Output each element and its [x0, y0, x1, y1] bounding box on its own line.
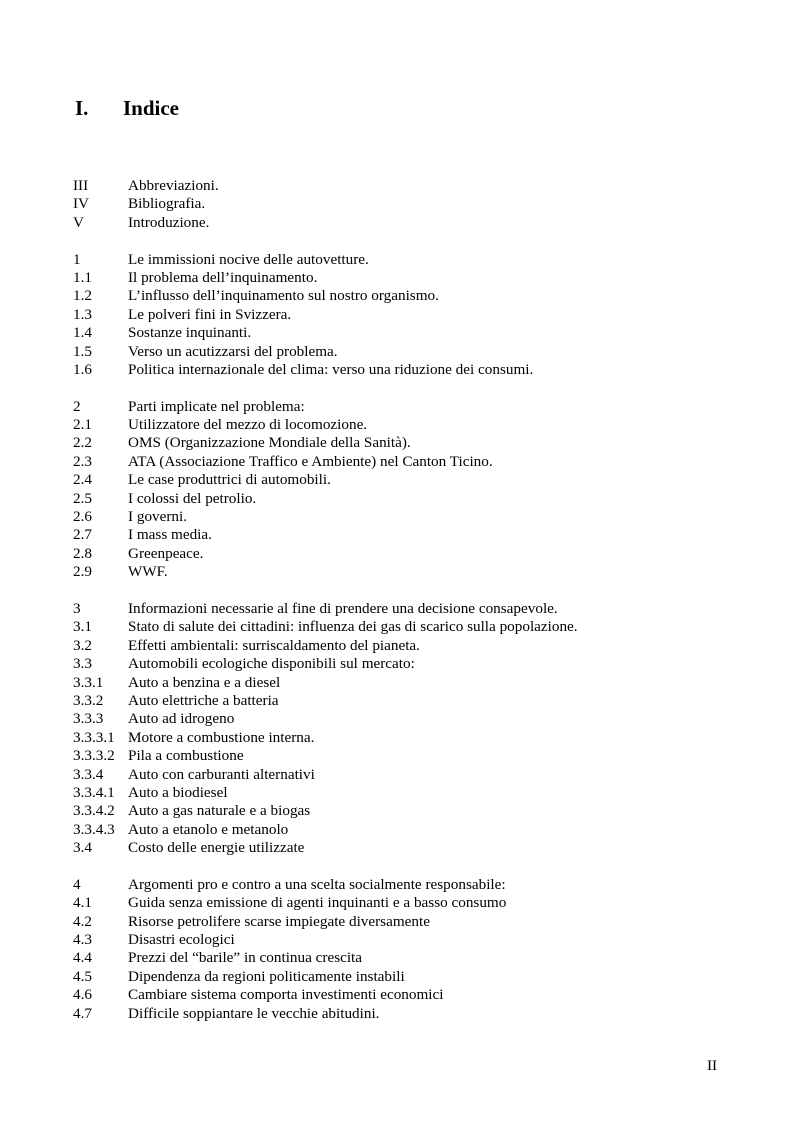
toc-entry-number: 2.6 — [73, 508, 92, 526]
toc-entry-title: WWF. — [128, 563, 168, 581]
toc-entry — [73, 490, 753, 508]
section-title: Indice — [123, 96, 180, 120]
toc-entry-title: Difficile soppiantare le vecchie abitudini. — [128, 1004, 380, 1022]
toc-entry-title: Greenpeace. — [128, 544, 204, 562]
toc-entry-title: Introduzione. — [128, 213, 210, 231]
toc-entry — [73, 931, 753, 949]
toc-entry-number: 2.1 — [73, 416, 92, 434]
toc-entry-number: 2 — [73, 397, 81, 415]
toc-entry — [73, 729, 753, 747]
toc-entry — [73, 343, 753, 361]
toc-entry-title: Il problema dell’inquinamento. — [128, 268, 318, 286]
toc-entry-number: 2.5 — [73, 489, 92, 507]
toc-entry-number: V — [73, 213, 84, 231]
toc-entry-number: 3.3.2 — [73, 691, 104, 709]
toc-entry-title: Le polveri fini in Svizzera. — [128, 305, 292, 323]
toc-entry-title: Auto con carburanti alternativi — [128, 765, 315, 783]
toc-group — [73, 177, 753, 232]
toc-entry — [73, 453, 753, 471]
toc-entry-title: Motore a combustione interna. — [128, 728, 315, 746]
toc-entry — [73, 1005, 753, 1023]
toc-entry — [73, 398, 753, 416]
toc-entry — [73, 913, 753, 931]
toc-entry — [73, 306, 753, 324]
toc-entry-title: Dipendenza da regioni politicamente instabili — [128, 967, 405, 985]
toc-entry — [73, 195, 753, 213]
toc-entry — [73, 287, 753, 305]
toc-entry-title: Effetti ambientali: surriscaldamento del pianeta. — [128, 636, 420, 654]
toc-entry-number: 1.5 — [73, 342, 92, 360]
toc-entry-number: 4.5 — [73, 967, 92, 985]
toc-group — [73, 876, 753, 1023]
toc-entry — [73, 545, 753, 563]
toc-entry-number: 1.4 — [73, 324, 92, 342]
toc-group — [73, 251, 753, 380]
toc-entry-title: Auto a etanolo e metanolo — [128, 820, 289, 838]
toc-entry-number: IV — [73, 195, 90, 213]
toc-entry — [73, 324, 753, 342]
toc-entry — [73, 949, 753, 967]
toc-entry-title: Auto ad idrogeno — [128, 710, 235, 728]
toc-entry-title: Informazioni necessarie al fine di prendere una decisione consapevole. — [128, 599, 558, 617]
toc-entry-number: 3.3.4.2 — [73, 802, 115, 820]
toc-entry-title: I colossi del petrolio. — [128, 489, 257, 507]
toc-entry-number: 4.2 — [73, 912, 92, 930]
section-number: I. — [75, 96, 89, 120]
toc-entry — [73, 747, 753, 765]
toc-entry-number: 4.7 — [73, 1004, 92, 1022]
toc-entry-title: Le immissioni nocive delle autovetture. — [128, 250, 369, 268]
toc-entry — [73, 968, 753, 986]
toc-entry — [73, 674, 753, 692]
toc-entry — [73, 821, 753, 839]
toc-entry — [73, 177, 753, 195]
toc-entry-number: 3.4 — [73, 839, 92, 857]
toc-entry-number: 3.2 — [73, 636, 92, 654]
toc-entry-title: Auto a gas naturale e a biogas — [128, 802, 311, 820]
toc-entry-number: 1.3 — [73, 305, 92, 323]
toc-entry — [73, 471, 753, 489]
toc-entry-title: Guida senza emissione di agenti inquinanti e a basso consumo — [128, 894, 507, 912]
toc-entry — [73, 784, 753, 802]
toc-entry-number: 2.2 — [73, 434, 92, 452]
toc-entry — [73, 692, 753, 710]
toc-entry-title: Utilizzatore del mezzo di locomozione. — [128, 416, 368, 434]
toc-entry-number: 2.8 — [73, 544, 92, 562]
toc-entry — [73, 986, 753, 1004]
toc-entry-title: Parti implicate nel problema: — [128, 397, 305, 415]
toc-entry-number: 3 — [73, 599, 81, 617]
toc-entry-title: Le case produttrici di automobili. — [128, 471, 331, 489]
toc-entry-title: Politica internazionale del clima: verso una riduzione dei consumi. — [128, 360, 534, 378]
toc-entry-number: 2.3 — [73, 452, 92, 470]
toc-entry-title: Verso un acutizzarsi del problema. — [128, 342, 338, 360]
toc-entry-number: 2.7 — [73, 526, 92, 544]
toc-entry — [73, 251, 753, 269]
toc-entry-title: Argomenti pro e contro a una scelta socialmente responsabile: — [128, 875, 506, 893]
toc-entry-title: ATA (Associazione Traffico e Ambiente) nel Canton Ticino. — [128, 452, 493, 470]
toc-entry — [73, 416, 753, 434]
toc-entry-number: 1.6 — [73, 360, 92, 378]
toc-entry-number: 4.4 — [73, 949, 92, 967]
toc-entry-number: 1.1 — [73, 268, 92, 286]
toc-entry-number: 3.3 — [73, 655, 92, 673]
toc-entry-title: I mass media. — [128, 526, 212, 544]
toc-entry-title: Costo delle energie utilizzate — [128, 839, 305, 857]
toc-entry-number: 3.3.3.2 — [73, 747, 115, 765]
toc-entry-number: 4.3 — [73, 931, 92, 949]
toc-entry-number: 4.6 — [73, 986, 92, 1004]
toc-entry-number: 3.1 — [73, 618, 92, 636]
toc-entry — [73, 876, 753, 894]
toc-entry-title: Auto a benzina e a diesel — [128, 673, 281, 691]
toc-entry-number: 1 — [73, 250, 81, 268]
toc-entry — [73, 434, 753, 452]
toc-group — [73, 600, 753, 857]
table-of-contents — [73, 177, 753, 1023]
toc-entry-title: I governi. — [128, 508, 188, 526]
toc-entry-title: Stato di salute dei cittadini: influenza dei gas di scarico sulla popolazione. — [128, 618, 578, 636]
toc-entry — [73, 710, 753, 728]
toc-entry-title: OMS (Organizzazione Mondiale della Sanità). — [128, 434, 411, 452]
toc-entry-title: Cambiare sistema comporta investimenti economici — [128, 986, 444, 1004]
toc-entry — [73, 655, 753, 673]
toc-entry — [73, 563, 753, 581]
toc-entry — [73, 269, 753, 287]
toc-entry-number: 3.3.3 — [73, 710, 104, 728]
toc-entry-title: Prezzi del “barile” in continua crescita — [128, 949, 363, 967]
toc-entry-title: L’influsso dell’inquinamento sul nostro organismo. — [128, 287, 439, 305]
toc-entry-title: Bibliografia. — [128, 195, 206, 213]
toc-entry-number: 4.1 — [73, 894, 92, 912]
toc-entry — [73, 526, 753, 544]
toc-entry-number: 4 — [73, 875, 81, 893]
toc-entry — [73, 802, 753, 820]
section-heading — [75, 96, 179, 120]
toc-entry-title: Auto a biodiesel — [128, 783, 228, 801]
toc-entry — [73, 894, 753, 912]
toc-entry-title: Abbreviazioni. — [128, 177, 219, 194]
toc-entry-number: 3.3.3.1 — [73, 728, 115, 746]
toc-entry-number: 2.9 — [73, 563, 92, 581]
toc-entry-title: Automobili ecologiche disponibili sul mercato: — [128, 655, 415, 673]
toc-entry-title: Disastri ecologici — [128, 931, 235, 949]
toc-entry-title: Pila a combustione — [128, 747, 244, 765]
toc-entry-number: 3.3.1 — [73, 673, 104, 691]
toc-entry — [73, 618, 753, 636]
toc-entry — [73, 214, 753, 232]
toc-entry-title: Risorse petrolifere scarse impiegate diversamente — [128, 912, 430, 930]
page-number: II — [707, 1057, 718, 1074]
toc-entry — [73, 766, 753, 784]
toc-entry-number: 1.2 — [73, 287, 92, 305]
toc-entry — [73, 361, 753, 379]
toc-entry — [73, 508, 753, 526]
toc-entry-number: 3.3.4 — [73, 765, 104, 783]
toc-entry — [73, 637, 753, 655]
toc-entry-title: Auto elettriche a batteria — [128, 691, 279, 709]
toc-entry — [73, 839, 753, 857]
toc-entry-number: 3.3.4.1 — [73, 783, 115, 801]
toc-entry — [73, 600, 753, 618]
toc-entry-number: 3.3.4.3 — [73, 820, 115, 838]
toc-entry-number: III — [73, 177, 89, 194]
toc-entry-number: 2.4 — [73, 471, 92, 489]
toc-entry-title: Sostanze inquinanti. — [128, 324, 252, 342]
toc-group — [73, 398, 753, 582]
